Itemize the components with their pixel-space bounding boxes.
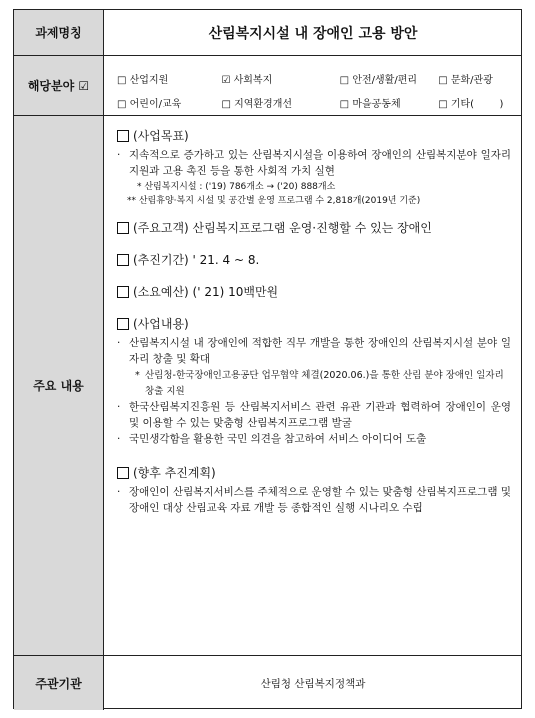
biz-item-3: · 국민생각함을 활용한 국민 의견을 참고하여 서비스 아이디어 도출 <box>117 432 427 445</box>
field-option-community[interactable]: □ 마을공동체 <box>339 98 401 110</box>
period-heading: (추진기간) ' 21. 4 ~ 8. <box>117 248 511 272</box>
org-label: 주관기관 <box>14 656 104 710</box>
budget-heading: (소요예산) (' 21) 10백만원 <box>117 280 511 304</box>
customer-heading: (주요고객) 산림복지프로그램 운영·진행할 수 있는 장애인 <box>117 216 511 240</box>
title-row <box>14 10 521 56</box>
field-options <box>105 56 521 115</box>
title-label: 과제명칭 <box>14 10 104 55</box>
field-option-children[interactable]: □ 어린이/교육 <box>117 98 182 110</box>
checkbox-icon <box>117 318 129 330</box>
checkbox-icon <box>117 130 129 142</box>
org-value: 산림청 산림복지정책과 <box>260 677 366 690</box>
goal-heading: (사업목표) <box>117 124 511 148</box>
plan-item: · 장애인이 산림복지서비스를 주체적으로 운영할 수 있는 맞춤형 산림복지프로그램 및 장애인 대상 산림교육 자료 개발 등 종합적인 실행 시나리오 수립 <box>117 486 511 515</box>
field-option-welfare[interactable]: ☑ 사회복지 <box>221 74 273 86</box>
field-option-safety[interactable]: □ 안전/생활/편리 <box>339 74 418 86</box>
field-row <box>14 56 521 116</box>
checkbox-icon <box>117 467 129 479</box>
proposal-table <box>13 9 522 709</box>
biz-note-1: * 산림청-한국장애인고용공단 업무협약 체결(2020.06.)을 통한 산림 분야 장애인 일자리 창출 지원 <box>135 369 504 397</box>
content-body <box>105 116 521 655</box>
goal-item: · 지속적으로 증가하고 있는 산림복지시설을 이용하여 장애인의 산림복지분야 일자리 지원과 고용 촉진 등을 통한 사회적 가치 실현 <box>117 149 511 177</box>
content-label: 주요 내용 <box>14 116 104 655</box>
org-row <box>14 656 521 710</box>
title-value: 산림복지시설 내 장애인 고용 방안 <box>208 25 418 42</box>
goal-note-2: ** 산림휴양·복지 시설 및 공간별 운영 프로그램 수 2,818개(2019년 기준) <box>127 195 421 206</box>
checkbox-icon <box>117 286 129 298</box>
field-option-industry[interactable]: □ 산업지원 <box>117 74 169 86</box>
checkbox-icon <box>117 254 129 266</box>
biz-heading: (사업내용) <box>117 312 511 336</box>
field-option-environment[interactable]: □ 지역환경개선 <box>221 98 293 110</box>
biz-item-1: · 산림복지시설 내 장애인에 적합한 직무 개발을 통한 장애인의 산림복지시설 분야 일자리 창출 및 확대 <box>117 337 511 366</box>
goal-note-1: * 산림복지시설 : ('19) 786개소 → ('20) 888개소 <box>137 181 336 192</box>
field-option-culture[interactable]: □ 문화/관광 <box>438 74 493 86</box>
field-label: 해당분야 ☑ <box>14 56 104 115</box>
checkbox-icon <box>117 222 129 234</box>
plan-heading: (향후 추진계획) <box>117 461 511 485</box>
field-option-other[interactable]: □ 기타( ) <box>438 98 504 110</box>
biz-item-2: · 한국산림복지진흥원 등 산림복지서비스 관련 유관 기관과 협력하여 장애인이 운영 및 이용할 수 있는 맞춤형 산림복지프로그램 발굴 <box>117 401 511 429</box>
content-row <box>14 116 521 656</box>
